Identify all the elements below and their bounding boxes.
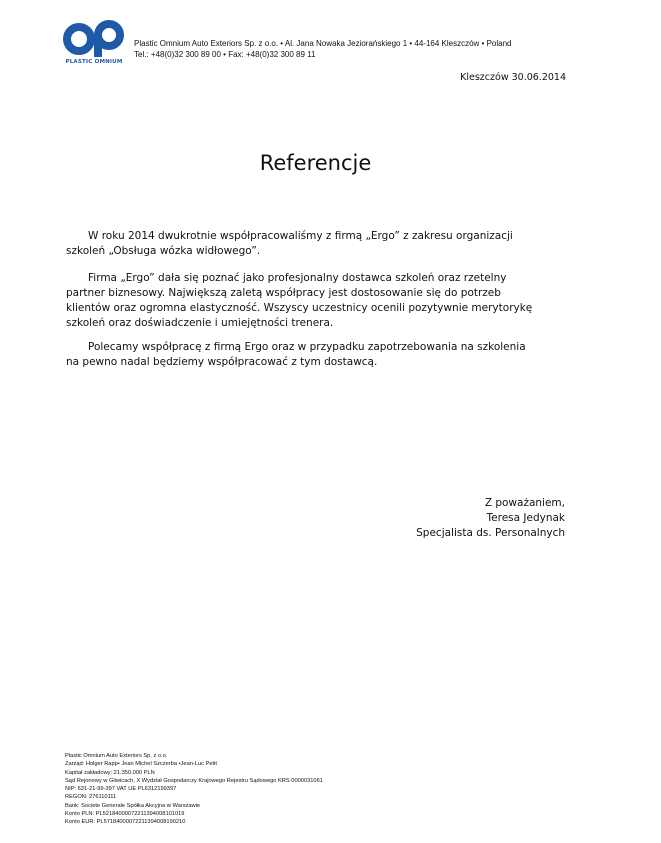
paragraph-line: na pewno nadal będziemy współpracować z tym dostawcą. xyxy=(66,356,378,368)
paragraph-line: W roku 2014 dwukrotnie współpracowaliśmy z firmą „Ergo” z zakresu organizacji xyxy=(88,230,513,242)
footer-line: REGON: 276110111 xyxy=(65,794,117,801)
logo-text: PLASTIC OMNIUM xyxy=(65,59,123,65)
company-phone: Tel.: +48(0)32 300 89 00 • Fax: +48(0)32 300 89 11 xyxy=(134,50,316,59)
footer-line: Sąd Rejonowy w Gliwicach, X Wydział Gospodarczy Krajowego Rejestru Sądowego KRS 0000031061 xyxy=(65,777,323,784)
paragraph-line: klientów oraz ogromna elastyczność. Wszyscy uczestnicy ocenili pozytywnie merytorykę xyxy=(66,302,533,314)
signature-position: Specjalista ds. Personalnych xyxy=(416,527,565,539)
company-address: Plastic Omnium Auto Exteriors Sp. z o.o. • Al. Jana Nowaka Jeziorańskiego 1 • 44-164 Kleszczów • Poland xyxy=(134,39,512,48)
footer-line: Zarząd: Holger Rapp• Jean Michel Szczerba •Jean-Luc Petit xyxy=(65,761,217,768)
signature-greeting: Z poważaniem, xyxy=(484,497,565,509)
letter-title: Referencje xyxy=(259,151,372,175)
paragraph-line: szkoleń oraz doświadczenie i umiejętności trenera. xyxy=(66,317,334,329)
paragraph-line: partner biznesowy. Największą zaletą współpracy jest dostosowanie się do potrzeb xyxy=(66,287,501,299)
paragraph-1 xyxy=(66,229,556,259)
letter-date: Kleszczów 30.06.2014 xyxy=(460,72,566,83)
signature-block xyxy=(416,496,565,541)
footer-line: Plastic Omnium Auto Exteriors Sp. z o.o. xyxy=(65,753,168,759)
company-header xyxy=(134,38,511,60)
footer-line: Konto PLN: PL52184000072211394008101019 xyxy=(65,811,185,818)
paragraph-line: szkoleń „Obsługa wózka widłowego”. xyxy=(66,245,261,257)
paragraph-3 xyxy=(66,340,556,370)
paragraph-line: Polecamy współpracę z firmą Ergo oraz w przypadku zapotrzebowania na szkolenia xyxy=(88,341,526,353)
footer-line: NIP: 631-21-99-397 VAT UE PL6312199397 xyxy=(65,786,177,793)
footer-line: Kapitał zakładowy: 21.350.000 PLN xyxy=(65,769,155,776)
company-footer xyxy=(65,752,323,827)
paragraph-2 xyxy=(66,271,556,331)
paragraph-line: Firma „Ergo” dała się poznać jako profesjonalny dostawca szkoleń oraz rzetelny xyxy=(88,272,507,284)
signature-name: Teresa Jedynak xyxy=(486,512,565,524)
footer-line: Konto EUR: PL57184000072211394008190210 xyxy=(65,819,186,826)
footer-line: Bank: Societe Generale Spółka Akcyjna w Warszawie xyxy=(65,802,201,809)
